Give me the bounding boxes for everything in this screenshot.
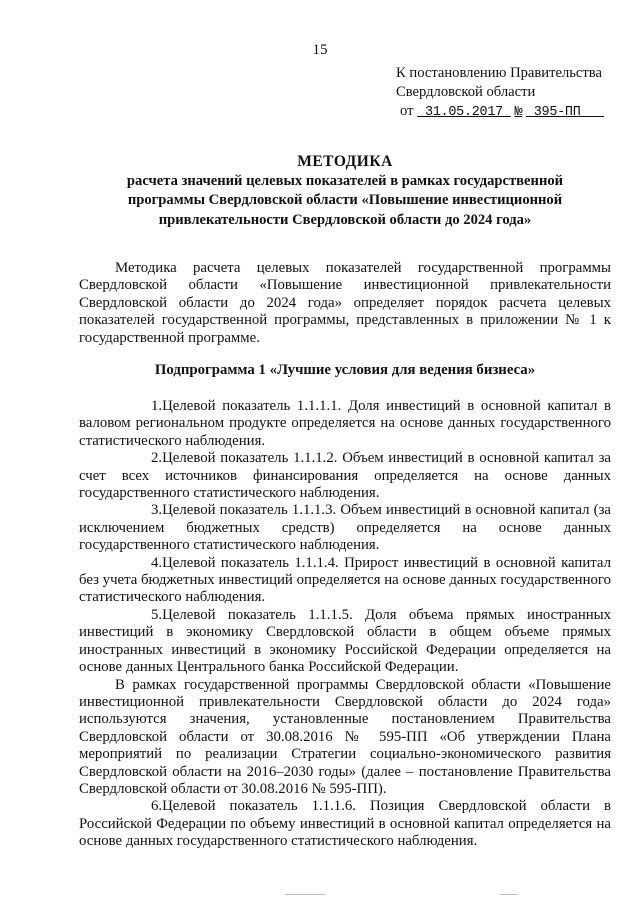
item-text: Целевой показатель 1.1.1.2. Объем инвестиций в основной капитал за счет всех источников финансирования определяется на основе данных государственного статистического наблюдения. (79, 450, 611, 502)
item-number: 1. (151, 398, 163, 414)
item-text: Целевой показатель 1.1.1.4. Прирост инвестиций в основной капитал без учета бюджетных инвестиций определяется на основе данных государственного статистического наблюдения. (79, 554, 611, 606)
list-item (79, 398, 611, 450)
document-title (80, 152, 610, 230)
annex-date-number (400, 102, 626, 122)
item-text: Целевой показатель 1.1.1.6. Позиция Свердловской области в Российской Федерации по объему инвестиций в основной капитал определяется на основе данных государственного статистического наблюдения. (79, 798, 611, 850)
item-text: Целевой показатель 1.1.1.3. Объем инвестиций в основной капитал (за исключением бюджетных средств) определяется на основе данных государственного статистического наблюдения. (79, 502, 611, 554)
item-number: 2. (151, 450, 163, 467)
list-item (79, 450, 611, 502)
page-number: 15 (312, 42, 328, 58)
item-number: 6. (151, 798, 163, 815)
scan-edge-marks (0, 890, 640, 900)
item-text: В рамках государственной программы Свердловской области «Повышение инвестиционной привлекательности Свердловской области до 2024 года» используются значения, установленные постановлением Правительства Свердловской области от 30.08.2016 № 595-ПП «Об утверждении Плана мероприятий по реализации Стратегии социально-экономического развития Свердловской области на 2016–2030 годы» (далее – постановление Правительства Свердловской области от 30.08.2016 № 595-ПП). (79, 676, 611, 797)
subprogram-heading: Подпрограмма 1 «Лучшие условия для ведения бизнеса» (154, 362, 536, 378)
scan-mark (500, 894, 518, 895)
list-item (79, 607, 611, 677)
title-line-2: программы Свердловской области «Повышение инвестиционной (127, 192, 563, 208)
annex-number: 395-ПП (533, 105, 581, 120)
list-item (79, 555, 611, 607)
intro-section (79, 260, 611, 347)
list-item (79, 798, 611, 850)
indicator-list (79, 398, 611, 851)
annex-date: 31.05.2017 (424, 105, 503, 120)
title-line-1: расчета значений целевых показателей в рамках государственной (126, 172, 564, 189)
item-number: 5. (151, 606, 163, 623)
item-number: 3. (151, 502, 163, 519)
annex-reference (396, 64, 626, 122)
title-main: МЕТОДИКА (297, 153, 393, 170)
intro-paragraph: Методика расчета целевых показателей государственной программы Свердловской области «Повышение инвестиционной привлекательности Свердловской области до 2024 года» определяет порядок расчета целевых показателей государственной программы, представленных в приложении № 1 к государственной программе. (79, 260, 611, 346)
item-number: 4. (151, 554, 163, 571)
scan-mark (285, 894, 325, 895)
item-text: Целевой показатель 1.1.1.1. Доля инвестиций в основной капитал в валовом региональном продукте определяется на основе данных государственного статистического наблюдения. (79, 398, 611, 449)
annex-line-2: Свердловской области (396, 84, 536, 100)
item-text: Целевой показатель 1.1.1.5. Доля объема прямых иностранных инвестиций в экономику Свердловской области в общем объеме прямых иностранных инвестиций в экономику Российской Федерации определяется на основе данных Центрального банка Российской Федерации. (79, 606, 611, 676)
list-item (79, 677, 611, 799)
title-line-3: привлекательности Свердловской области до 2024 года» (158, 211, 532, 228)
list-item (79, 502, 611, 554)
annex-number-label: № (514, 105, 523, 120)
annex-from-label: от (400, 103, 414, 119)
annex-line-1: К постановлению Правительства (396, 65, 602, 81)
